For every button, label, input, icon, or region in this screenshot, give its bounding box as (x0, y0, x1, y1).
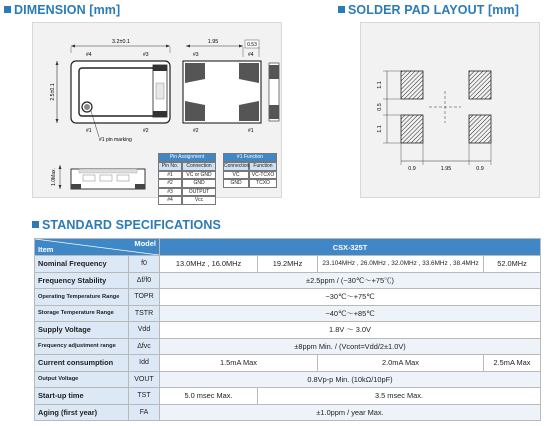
dim-height: 2.5±0.1 (50, 83, 56, 101)
svg-text:1.1: 1.1 (377, 125, 383, 133)
dim-pad-width: 0.53 (247, 42, 257, 48)
svg-text:0.5: 0.5 (377, 103, 383, 111)
solder-pad-top-right (469, 71, 491, 99)
spec-title: STANDARD SPECIFICATIONS (32, 218, 221, 232)
solder-pad-bottom-left (401, 115, 423, 143)
pin-assignment-table: Pin Assignment Pin No. Connection #1 VC or GND #2 GND #3 OUTPUT #4 Vcc (158, 153, 216, 205)
dimension-panel (32, 22, 282, 203)
spec-row-operating-temperature: Operating Temperature Range TOPR −30℃〜+75℃ (35, 289, 541, 306)
spec-row-startup-time: Start-up time TST 5.0 msec Max. 3.5 msec Max. (35, 388, 541, 405)
solder-pad-drawing (361, 23, 539, 197)
svg-text:#3: #3 (193, 52, 199, 58)
solder-pad-title: SOLDER PAD LAYOUT [mm] (338, 3, 519, 17)
func-table-title: #1 Function (223, 153, 277, 162)
svg-text:#1: #1 (86, 128, 92, 134)
svg-text:#3: #3 (143, 52, 149, 58)
spec-row-storage-temperature: Storage Temperature Range TSTR −40℃〜+85℃ (35, 305, 541, 322)
spec-row-output-voltage: Output Voltage VOUT 0.8Vp-p Min. (10kΩ/10pF) (35, 371, 541, 388)
model-name: CSX-325T (160, 239, 541, 256)
pin-marking-note: #1 pin marking (99, 137, 132, 143)
spec-row-current-consumption: Current consumption Idd 1.5mA Max 2.0mA Max 2.5mA Max (35, 355, 541, 372)
solder-pad-top-left (401, 71, 423, 99)
spec-table (34, 238, 541, 421)
header-item: Item (38, 245, 54, 254)
spec-header-row (35, 239, 541, 256)
svg-text:0.9: 0.9 (476, 166, 484, 172)
pin1-function-table: #1 Function Connection Function VC VC-TCXO GND TCXO (223, 153, 277, 188)
spec-row-frequency-stability: Frequency Stability Δf/f0 ±2.5ppm / (−30℃〜+75℃) (35, 272, 541, 289)
svg-text:1.95: 1.95 (440, 166, 452, 172)
svg-text:0.9: 0.9 (408, 166, 416, 172)
svg-text:#1: #1 (248, 128, 254, 134)
solder-pad-panel (360, 22, 540, 198)
dim-pad-pitch: 1.95 (207, 39, 219, 45)
solder-pad-bottom-right (469, 115, 491, 143)
spec-row-aging: Aging (first year) FA ±1.0ppm / year Max. (35, 404, 541, 421)
spec-row-nominal-frequency: Nominal Frequency f0 13.0MHz , 16.0MHz 19.2MHz 23.104MHz , 26.0MHz , 32.0MHz , 33.6MHz , 38.4MHz 52.0MHz (35, 256, 541, 273)
pin-table-title: Pin Assignment (158, 153, 216, 162)
spec-row-frequency-adjustment: Frequency adjustment range Δfvc ±8ppm Min. / (Vcont=Vdd/2±1.0V) (35, 338, 541, 355)
header-model: Model (134, 239, 156, 248)
svg-text:#2: #2 (143, 128, 149, 134)
spec-row-supply-voltage: Supply Voltage Vdd 1.8V 〜 3.0V (35, 322, 541, 339)
dim-width: 3.2±0.1 (112, 39, 130, 45)
dim-thickness: 1.0Max. (51, 168, 57, 186)
svg-text:#2: #2 (193, 128, 199, 134)
dimension-title: DIMENSION [mm] (4, 3, 120, 17)
svg-text:1.1: 1.1 (377, 81, 383, 89)
svg-text:#4: #4 (86, 52, 92, 58)
svg-text:#4: #4 (248, 52, 254, 58)
